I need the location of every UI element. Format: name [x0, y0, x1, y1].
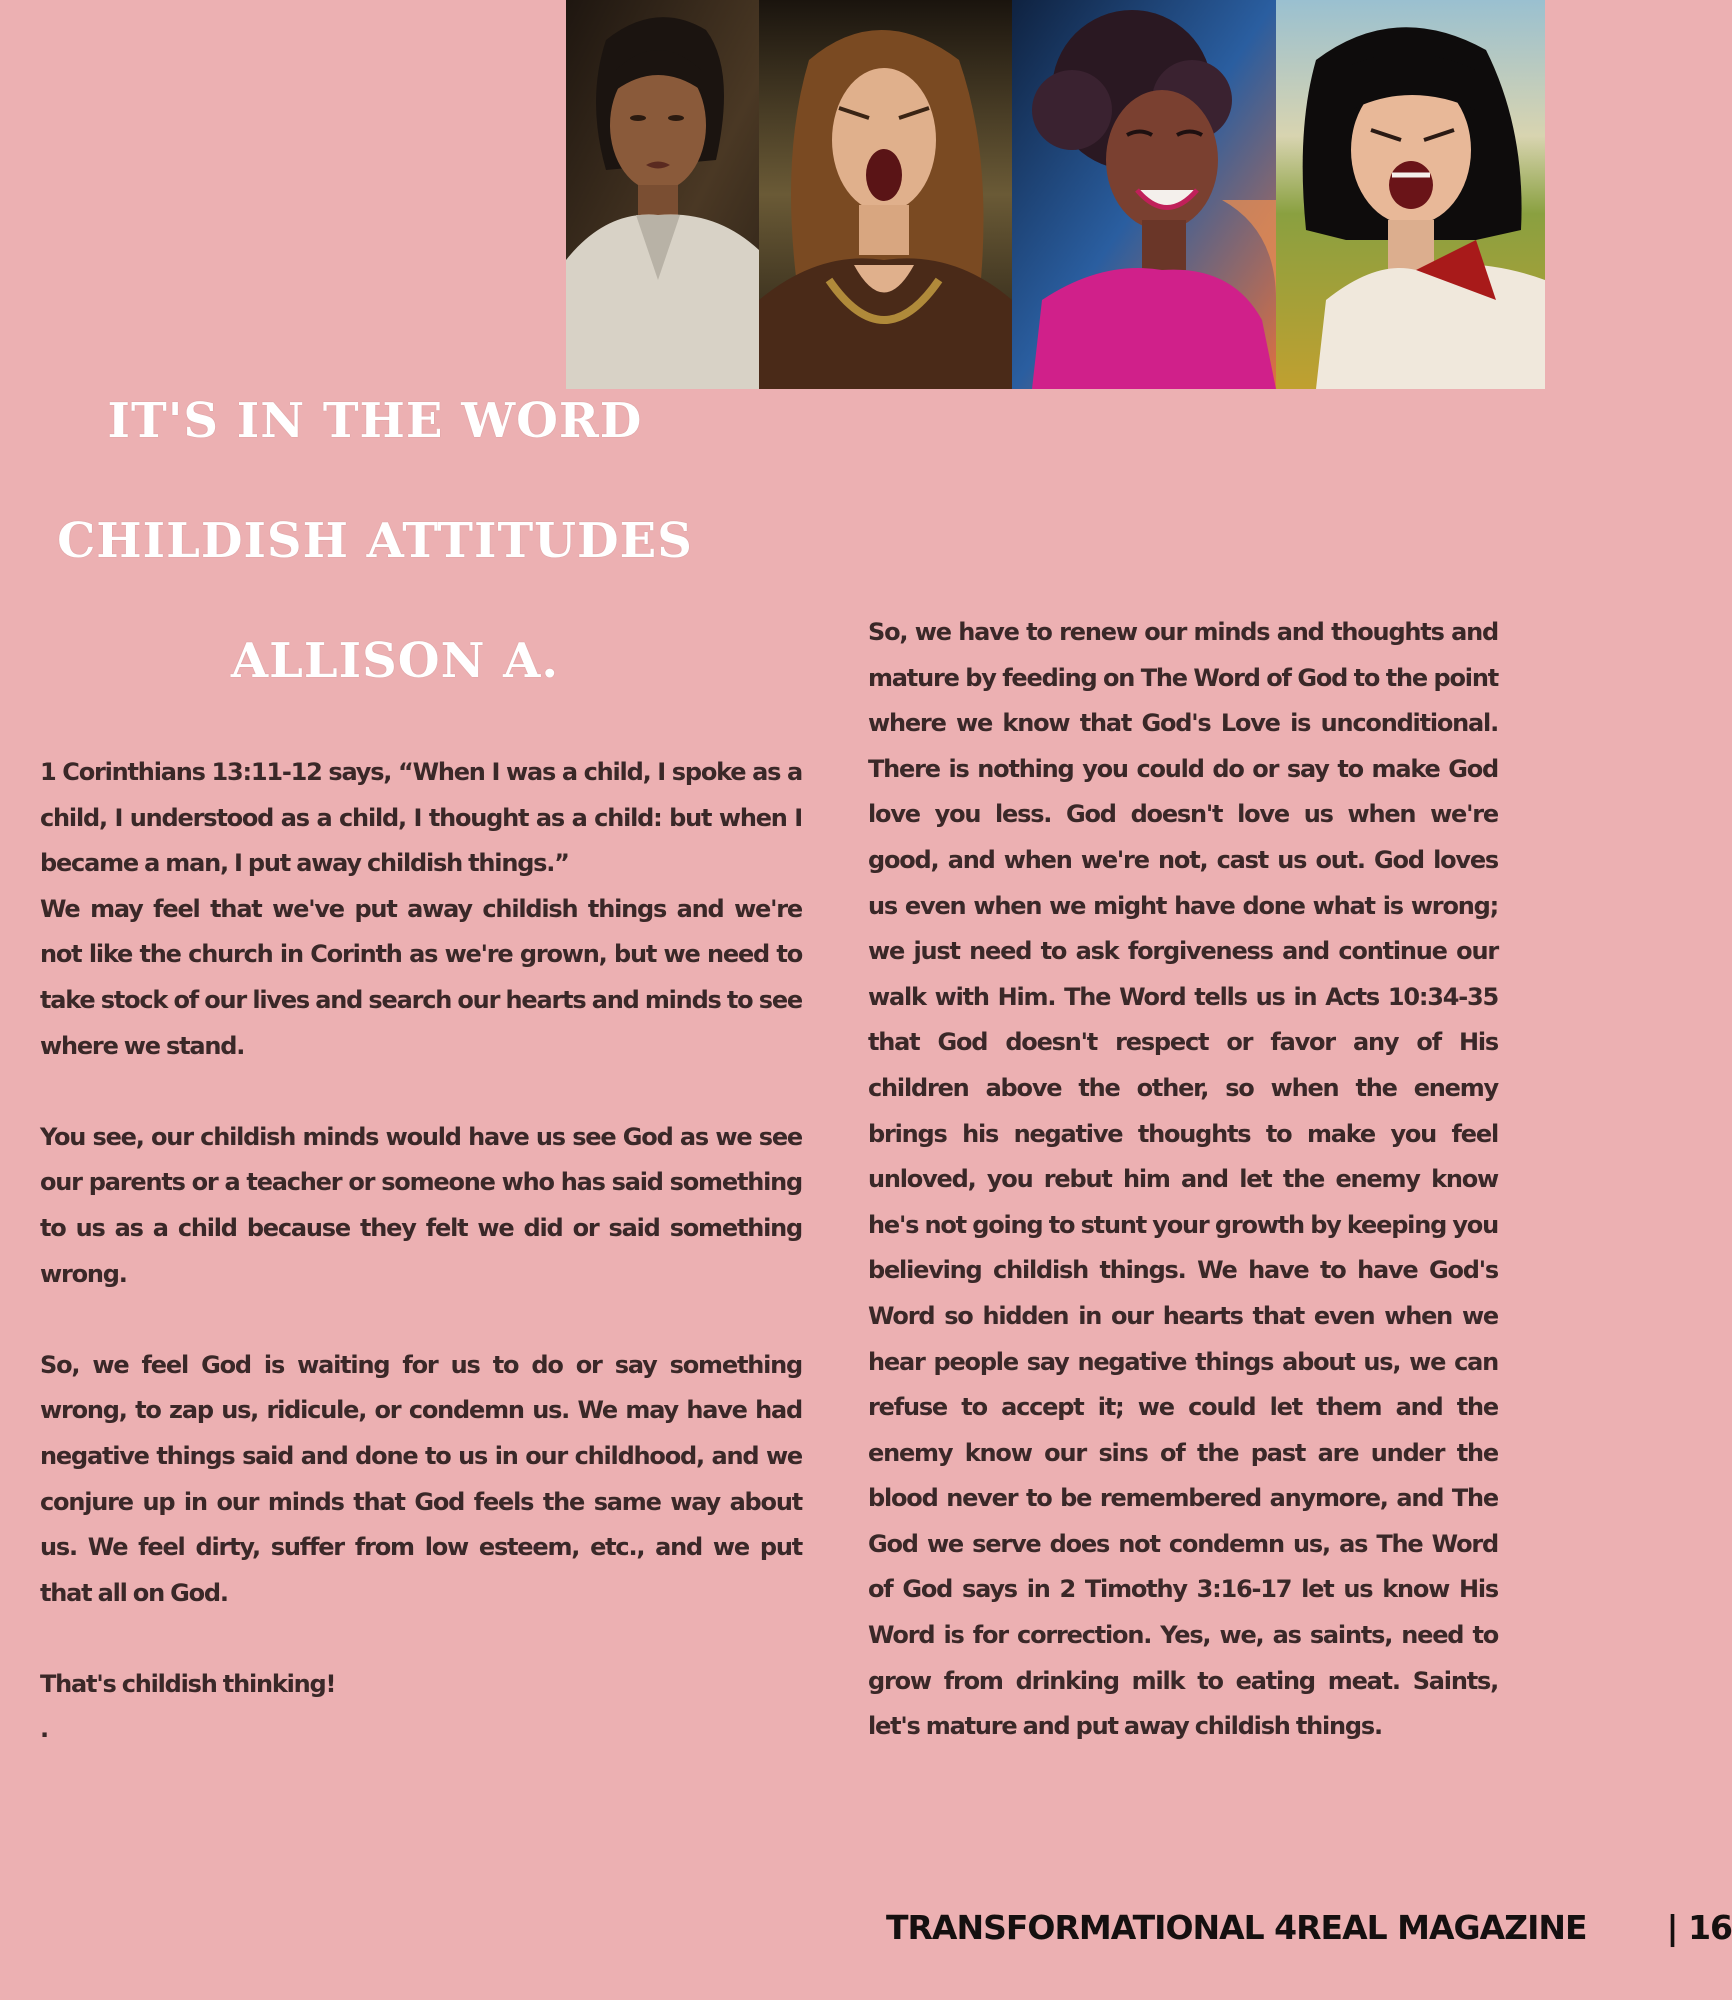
header-photo-strip: [566, 0, 1545, 389]
author-byline: ALLISON A.: [230, 633, 560, 689]
body-paragraph: 1 Corinthians 13:11-12 says, “When I was a child, I spoke as a child, I understood as a child, I thought as a child: but when I became a man, I put away childish things.”: [40, 758, 802, 878]
trailing-period: .: [40, 1715, 48, 1744]
section-title: IT'S IN THE WORD: [107, 393, 643, 449]
closing-line: That's childish thinking!: [40, 1669, 336, 1698]
body-paragraph: We may feel that we've put away childish things and we're not like the church in Corinth as we're grown, but we need to take stock of our lives and search our hearts and minds to see where we stand.: [40, 894, 802, 1060]
article-title: CHILDISH ATTITUDES: [57, 513, 693, 569]
right-column: [868, 610, 1498, 1750]
magazine-name: TRANSFORMATIONAL 4REAL MAGAZINE: [886, 1908, 1587, 1947]
woman-yelling-portrait: [1276, 0, 1545, 389]
left-column: [40, 750, 802, 1753]
woman-screaming-portrait: [759, 0, 1012, 389]
page-footer: [886, 1908, 1732, 1947]
body-paragraph: You see, our childish minds would have us see God as we see our parents or a teacher or someone who has said something to us as a child because they felt we did or said something wrong.: [40, 1122, 802, 1288]
page-number: | 16: [1666, 1908, 1732, 1947]
woman-frowning-portrait: [566, 0, 759, 389]
body-paragraph: So, we feel God is waiting for us to do or say something wrong, to zap us, ridicule, or condemn us. We may have had negative things said and done to us in our childhood, and we conjure up in our minds that God feels the same way about us. We feel dirty, suffer from low esteem, etc., and we put that all on God.: [40, 1350, 802, 1607]
woman-laughing-portrait: [1012, 0, 1276, 389]
body-paragraph: So, we have to renew our minds and thoughts and mature by feeding on The Word of God to the point where we know that God's Love is unconditional. There is nothing you could do or say to make God love you less. God doesn't love us when we're good, and when we're not, cast us out. God loves us even when we might have done what is wrong; we just need to ask forgiveness and continue our walk with Him. The Word tells us in Acts 10:34-35 that God doesn't respect or favor any of His children above the other, so when the enemy brings his negative thoughts to make you feel unloved, you rebut him and let the enemy know he's not going to stunt your growth by keeping you believing childish things. We have to have God's Word so hidden in our hearts that even when we hear people say negative things about us, we can refuse to accept it; we could let them and the enemy know our sins of the past are under the blood never to be remembered anymore, and The God we serve does not condemn us, as The Word of God says in 2 Timothy 3:16-17 let us know His Word is for correction. Yes, we, as saints, need to grow from drinking milk to eating meat. Saints, let's mature and put away childish things.: [868, 618, 1498, 1741]
